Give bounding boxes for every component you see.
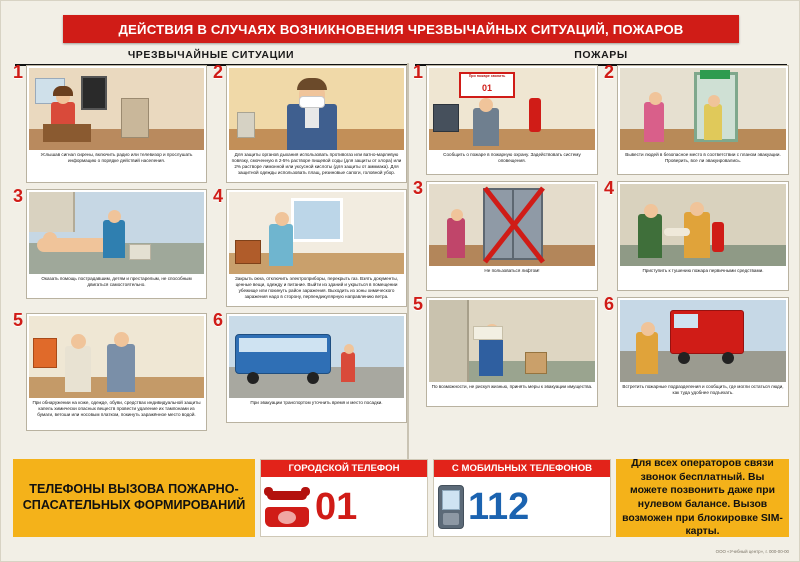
mobile-phone-body — [434, 477, 610, 536]
panel-caption: Услышав сигнал сирены, включить радио или телевизор и прослушать информацию о порядке действий населения. — [40, 152, 193, 164]
panel-number: 4 — [213, 186, 224, 206]
emergency-panel-4 — [213, 186, 407, 307]
panel-caption: Не пользоваться лифтом! — [484, 268, 540, 273]
illustration-meeting-fire-brigade — [620, 300, 786, 382]
emergency-panel-5 — [13, 310, 207, 431]
fire-row-2 — [413, 178, 789, 291]
panel-number: 6 — [604, 294, 615, 314]
panel-number: 3 — [413, 178, 424, 198]
fire-panel-4 — [604, 178, 789, 291]
panel-frame — [617, 181, 789, 291]
panel-number: 6 — [213, 310, 224, 330]
column-divider — [407, 63, 409, 463]
bottom-strip — [13, 459, 789, 537]
panel-number: 4 — [604, 178, 615, 198]
panel-caption: При эвакуации транспортом уточнить время и место посадки. — [250, 400, 383, 405]
fire-panel-3 — [413, 178, 598, 291]
panel-frame — [426, 181, 598, 291]
mobile-phone-number: 112 — [468, 485, 530, 528]
left-column-header-text: ЧРЕЗВЫЧАЙНЫЕ СИТУАЦИИ — [127, 49, 295, 61]
illustration-woman-listening-radio — [29, 68, 204, 150]
panel-number: 1 — [413, 62, 424, 82]
fire-row-1 — [413, 62, 789, 175]
panel-frame — [226, 189, 407, 307]
free-call-note-block — [616, 459, 789, 537]
emergency-row-3 — [13, 310, 407, 431]
illustration-evacuation-exit — [620, 68, 786, 150]
panel-caption: При обнаружении на коже, одежде, обуви, средствах индивидуальной защиты капель химически опасных веществ провести удаление их тампонами из бумаги, ветоши или носовым платком, покинуть заражённое место водой. — [32, 400, 201, 418]
city-phone-number: 01 — [315, 485, 358, 528]
city-phone-header: ГОРОДСКОЙ ТЕЛЕФОН — [261, 460, 427, 477]
left-column-header — [15, 49, 407, 66]
panel-frame — [226, 65, 407, 183]
panel-caption: Приступить к тушению пожара первичными средствами. — [642, 268, 764, 273]
poster-title-bar — [63, 15, 739, 43]
red-cross-icon — [479, 184, 549, 266]
panel-number: 2 — [213, 62, 224, 82]
fire-panel-5 — [413, 294, 598, 407]
illustration-man-with-respirator — [229, 68, 404, 150]
illustration-calling-fire-service — [429, 68, 595, 150]
panel-caption: Сообщить о пожаре в пожарную охрану. Задействовать систему оповещения. — [443, 152, 581, 164]
fire-sign-title: При пожаре звонить — [468, 74, 506, 78]
panel-caption: Вывести людей в безопасное место в соответствии с планом эвакуации. Проверить, все ли эвакуировались. — [625, 152, 781, 164]
emergency-panel-grid — [13, 62, 407, 437]
emergency-panel-6 — [213, 310, 407, 431]
illustration-do-not-use-elevator — [429, 184, 595, 266]
illustration-first-aid-to-victim — [29, 192, 204, 274]
emergency-phones-label-block — [13, 459, 255, 537]
panel-frame — [617, 297, 789, 407]
fire-row-3 — [413, 294, 789, 407]
fire-panel-6 — [604, 294, 789, 407]
emergency-phones-label: ТЕЛЕФОНЫ ВЫЗОВА ПОЖАРНО-СПАСАТЕЛЬНЫХ ФОРМИРОВАНИЙ — [22, 482, 246, 512]
emergency-row-2 — [13, 186, 407, 307]
emergency-panel-1 — [13, 62, 207, 183]
poster-title: ДЕЙСТВИЯ В СЛУЧАЯХ ВОЗНИКНОВЕНИЯ ЧРЕЗВЫЧАЙНЫХ СИТУАЦИЙ, ПОЖАРОВ — [118, 21, 684, 37]
panel-caption: Встретить пожарные подразделения и сообщить, где могли остаться люди, как туда удобнее подъехать. — [622, 384, 784, 396]
right-column-header-text: ПОЖАРЫ — [574, 49, 628, 61]
panel-caption: По возможности, не рискуя жизнью, принять меры к эвакуации имущества. — [431, 384, 593, 389]
panel-number: 5 — [13, 310, 24, 330]
panel-number: 5 — [413, 294, 424, 314]
panel-frame — [617, 65, 789, 175]
panel-caption: Для защиты органов дыхания использовать противогаз или ватно-марлевую повязку, смоченную в 2-5% растворе пищевой соды (для защиты от хлора) или 2% растворе лимонной или уксусной кислоты (для защиты от аммиака). Для защитной одежды использовать плащ, резиновые сапоги, головной убор. — [231, 152, 402, 176]
city-phone-body — [261, 477, 427, 536]
illustration-evacuation-bus — [229, 316, 404, 398]
panel-number: 2 — [604, 62, 615, 82]
illustration-closing-window-taking-documents — [229, 192, 404, 274]
mobile-phone-icon — [438, 485, 464, 529]
fire-panel-1 — [413, 62, 598, 175]
panel-frame — [226, 313, 407, 423]
illustration-extinguishing-with-extinguisher — [620, 184, 786, 266]
illustration-decontamination-of-skin — [29, 316, 204, 398]
landline-phone-icon — [265, 487, 309, 527]
right-column-header — [415, 49, 787, 66]
footer-credit: ООО «Учебный центр», г. 000-00-00 — [715, 549, 789, 555]
panel-frame — [426, 297, 598, 407]
panel-caption: Закрыть окна, отключить электроприборы, перекрыть газ. Взять документы, ценные вещи, одежду и питание. Выйти из зданий и укрыться в помещении убежище или покинуть район заражения. Выходить из зоны химического заражения надо в сторону, перпендикулярную направлению ветра. — [235, 276, 398, 300]
emergency-panel-2 — [213, 62, 407, 183]
emergency-panel-3 — [13, 186, 207, 307]
panel-frame — [26, 65, 207, 183]
mobile-phone-block — [433, 459, 611, 537]
panel-caption: Оказать помощь пострадавшим, детям и престарелым, не способным двигаться самостоятельно. — [41, 276, 192, 288]
fire-panel-2 — [604, 62, 789, 175]
fire-sign-number: 01 — [481, 83, 492, 93]
panel-frame — [426, 65, 598, 175]
mobile-phone-header: С МОБИЛЬНЫХ ТЕЛЕФОНОВ — [434, 460, 610, 477]
free-call-note: Для всех операторов связи звонок бесплатный. Вы можете позвонить даже при нулевом балансе. Вызов возможен при блокировке SIM-карты. — [622, 458, 783, 538]
city-phone-block — [260, 459, 428, 537]
emergency-row-1 — [13, 62, 407, 183]
panel-number: 1 — [13, 62, 24, 82]
fire-panel-grid — [413, 62, 789, 413]
panel-number: 3 — [13, 186, 24, 206]
illustration-carrying-property-out — [429, 300, 595, 382]
panel-frame — [26, 313, 207, 431]
panel-frame — [26, 189, 207, 299]
